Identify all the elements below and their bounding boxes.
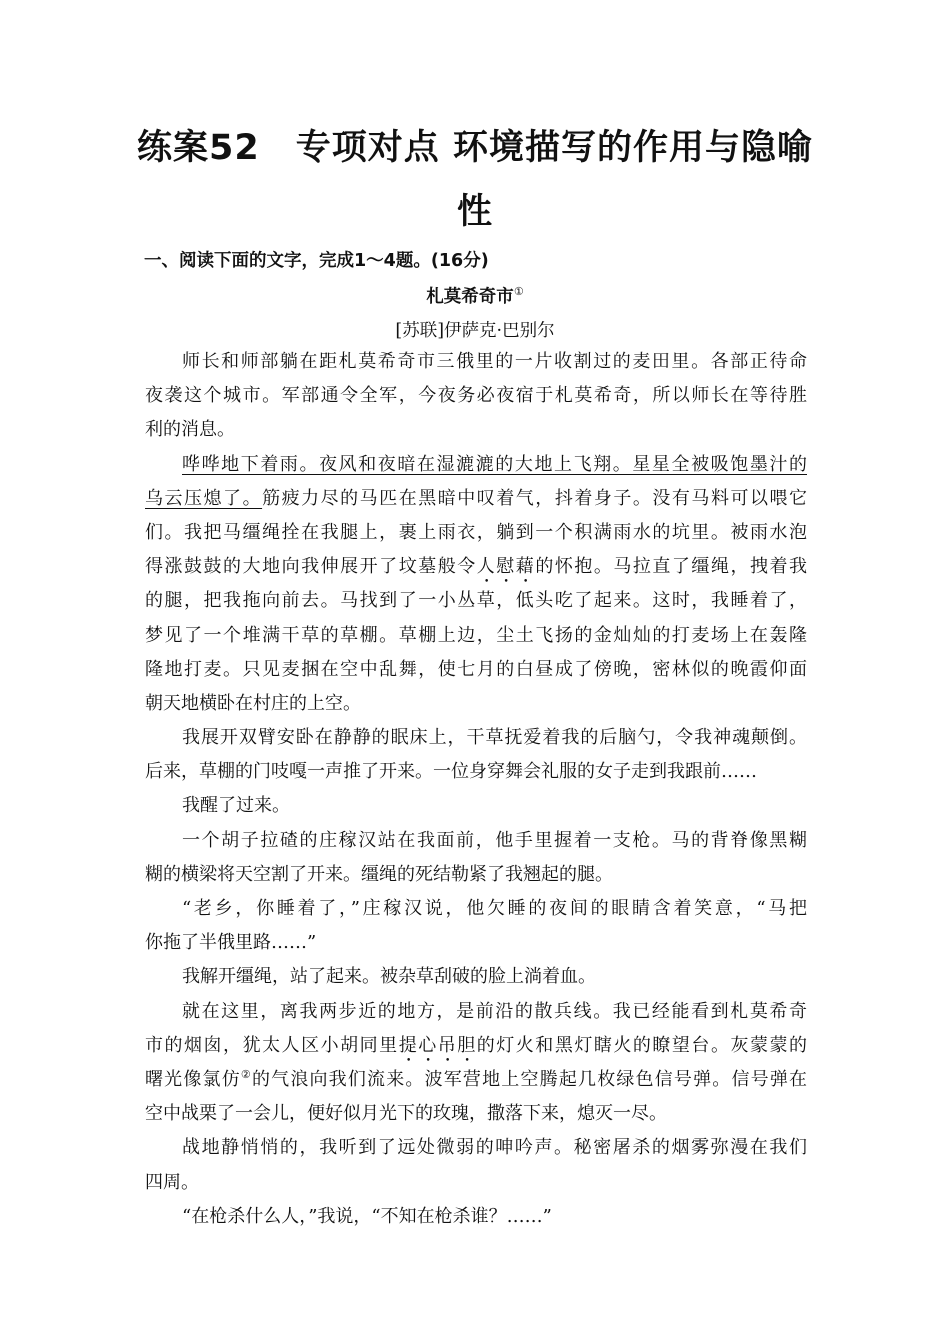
paragraph-line: 就在这里，离我两步近的地方，是前沿的散兵线。我已经能看到札莫希奇 — [182, 1000, 807, 1022]
paragraph-line: “老乡，你睡着了，”庄稼汉说，他欠睡的夜间的眼睛含着笑意，“马把 — [182, 898, 807, 919]
article-title-text: 札莫希奇市 — [426, 287, 514, 307]
paragraph-line: 梦见了一个堆满干草的草棚。草棚上边，尘土飞扬的金灿灿的打麦场上在轰隆 — [145, 624, 807, 646]
paragraph-line: 我醒了过来。 — [182, 795, 290, 817]
paragraph-line: 空中战栗了一会儿，便好似月光下的玫瑰，撒落下来，熄灭一尽。 — [145, 1103, 667, 1125]
paragraph-line — [145, 448, 807, 482]
paragraph-line: 我展开双臂安卧在静静的眠床上，干草抚爱着我的后脑勺，令我神魂颠倒。 — [182, 727, 807, 749]
paragraph-line: 隆地打麦。只见麦捆在空中乱舞，使七月的白昼成了傍晚，密林似的晚霞仰面 — [145, 658, 807, 680]
text-segment: 曙光像氯仿 — [145, 1068, 241, 1090]
footnote-marker-2: ② — [240, 1067, 252, 1081]
text-segment: 得涨鼓鼓的大地向我伸展开了坟墓般令 — [145, 556, 477, 578]
paragraph-line — [145, 550, 807, 584]
emphasized-text: 提心吊胆 — [398, 1034, 477, 1056]
paragraph-line: 糊的横梁将天空割了开来。缰绳的死结勒紧了我翘起的腿。 — [145, 863, 613, 885]
underlined-text: 乌云压熄了。 — [145, 487, 263, 509]
footnote-marker-1: ① — [513, 285, 524, 299]
paragraph-line: 朝天地横卧在村庄的上空。 — [145, 692, 361, 714]
paragraph-line: 夜袭这个城市。军部通令全军，今夜务必夜宿于札莫希奇，所以师长在等待胜 — [145, 385, 807, 407]
paragraph-line: “在枪杀什么人，”我说，“不知在枪杀谁？……” — [182, 1205, 552, 1227]
paragraph-line — [145, 482, 807, 516]
text-segment: 的怀抱。马拉直了缰绳，拽着我 — [535, 556, 808, 578]
underlined-text: 哗哗地下着雨。夜风和夜暗在湿漉漉的大地上飞翔。星星全被吸饱墨汁的 — [182, 453, 807, 475]
text-segment: 的气浪向我们流来。波军营地上空腾起几枚绿色信号弹。信号弹在 — [251, 1068, 807, 1090]
text-segment: 的灯火和黑灯瞎火的瞭望台。灰蒙蒙的 — [476, 1034, 808, 1056]
page-title-line-2: 性 — [456, 192, 493, 232]
paragraph-line: 们。我把马缰绳拴在我腿上，裹上雨衣，躺到一个积满雨水的坑里。被雨水泡 — [145, 521, 807, 543]
page-title-line-1: 练案52 专项对点 环境描写的作用与隐喻 — [137, 128, 813, 168]
paragraph-line — [145, 1063, 807, 1097]
paragraph-line: 我解开缰绳，站了起来。被杂草刮破的脸上淌着血。 — [182, 966, 596, 988]
emphasized-text: 人慰藉 — [476, 556, 536, 578]
text-segment: 筋疲力尽的马匹在黑暗中叹着气，抖着身子。没有马料可以喂它 — [262, 487, 807, 509]
paragraph-line: 四周。 — [145, 1171, 199, 1193]
text-segment: 市的烟囱，犹太人区小胡同里 — [145, 1034, 399, 1056]
article-title — [0, 283, 950, 308]
paragraph-line: 战地静悄悄的，我听到了远处微弱的呻吟声。秘密屠杀的烟雾弥漫在我们 — [182, 1137, 807, 1159]
paragraph-line: 的腿，把我拖向前去。马找到了一小丛草，低头吃了起来。这时，我睡着了， — [145, 590, 807, 612]
section-heading: 一、阅读下面的文字，完成1～4题。(16分) — [144, 251, 489, 271]
paragraph-line: 一个胡子拉碴的庄稼汉站在我面前，他手里握着一支枪。马的背脊像黑糊 — [182, 829, 807, 851]
paragraph-line: 你拖了半俄里路……” — [145, 932, 317, 954]
article-author: [苏联]伊萨克·巴别尔 — [395, 321, 555, 341]
article-body — [145, 345, 807, 1234]
paragraph-line: 后来，草棚的门吱嘎一声推了开来。一位身穿舞会礼服的女子走到我跟前…… — [145, 761, 757, 783]
paragraph-line: 师长和师部躺在距札莫希奇市三俄里的一片收割过的麦田里。各部正待命 — [182, 351, 807, 372]
paragraph-line — [145, 1029, 807, 1063]
paragraph-line: 利的消息。 — [145, 419, 235, 441]
